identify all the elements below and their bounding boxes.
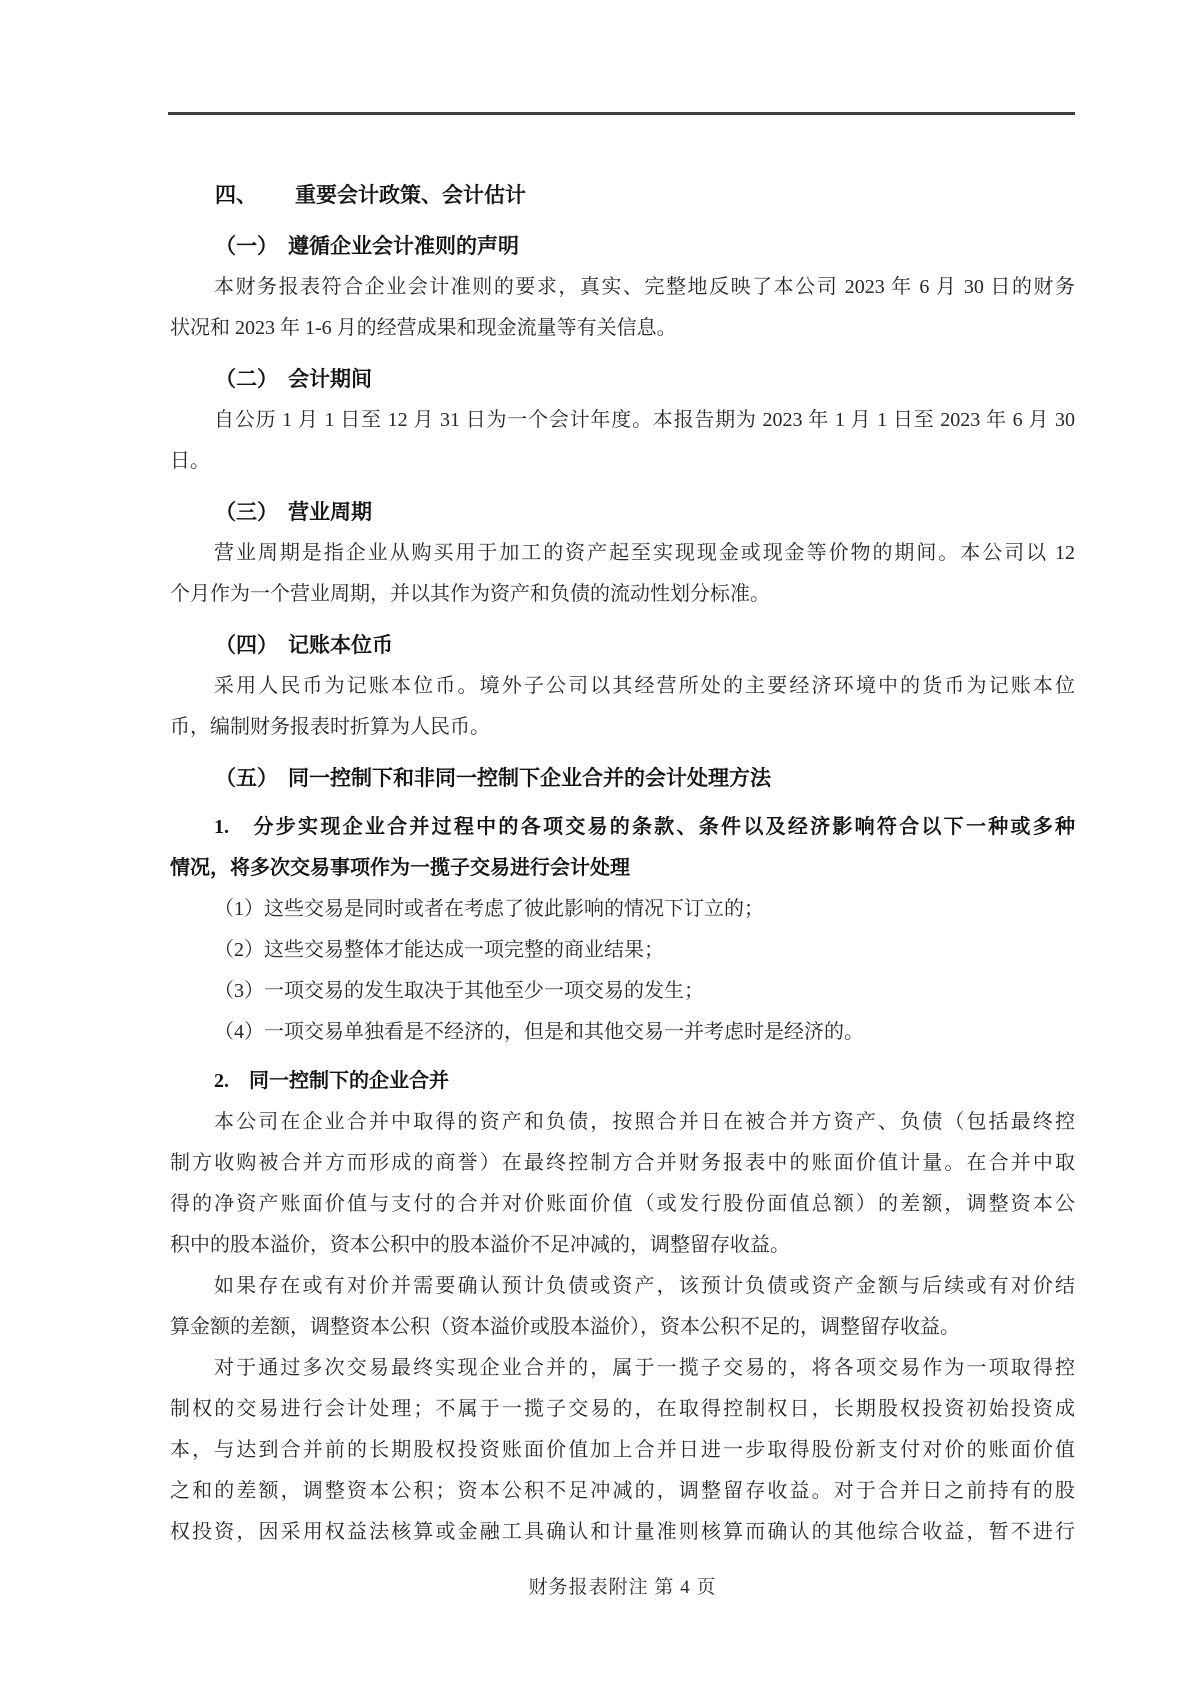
section-heading — [170, 359, 1075, 400]
paragraph — [170, 1266, 1075, 1348]
paragraph — [170, 930, 1075, 971]
text-line: 本，与达到合并前的长期股权投资账面价值加上合并日进一步取得股份新支付对价的账面价值 — [170, 1439, 1075, 1461]
text-line: 自公历 1 月 1 日至 12 月 31 日为一个会计年度。本报告期为 2023 年 1 月 1 日至 2023 年 6 月 30 — [214, 409, 1075, 431]
section-heading — [170, 175, 1075, 216]
heading-number: （五） — [215, 766, 278, 790]
paragraph — [170, 889, 1075, 930]
text-line: 制方收购被合并方而形成的商誉）在最终控制方合并财务报表中的账面价值计量。在合并中取 — [170, 1152, 1075, 1174]
heading-title: 重要会计政策、会计估计 — [295, 183, 526, 207]
text-line: 1. 分步实现企业合并过程中的各项交易的条款、条件以及经济影响符合以下一种或多种 — [214, 816, 1075, 838]
paragraph — [170, 971, 1075, 1012]
text-line: （4）一项交易单独看是不经济的，但是和其他交易一并考虑时是经济的。 — [214, 1021, 864, 1043]
text-line: 积中的股本溢价，资本公积中的股本溢价不足冲减的，调整留存收益。 — [170, 1234, 790, 1256]
text-line: （3）一项交易的发生取决于其他至少一项交易的发生； — [214, 980, 704, 1002]
paragraph — [170, 267, 1075, 349]
text-line: 算金额的差额，调整资本公积（资本溢价或股本溢价），资本公积不足的，调整留存收益。 — [170, 1316, 960, 1338]
heading-number: （三） — [215, 500, 278, 524]
page-footer — [170, 1568, 1075, 1608]
text-line: 日。 — [170, 450, 210, 472]
heading-title: 同一控制下和非同一控制下企业合并的会计处理方法 — [288, 766, 771, 790]
heading-number: （二） — [215, 367, 278, 391]
text-line: 个月作为一个营业周期，并以其作为资产和负债的流动性划分标准。 — [170, 583, 770, 605]
text-line: （1）这些交易是同时或者在考虑了彼此影响的情况下订立的； — [214, 898, 764, 920]
text-line: （2）这些交易整体才能达成一项完整的商业结果； — [214, 939, 664, 961]
text-line: 状况和 2023 年 1-6 月的经营成果和现金流量等有关信息。 — [170, 317, 677, 339]
text-line: 之和的差额，调整资本公积；资本公积不足冲减的，调整留存收益。对于合并日之前持有的股 — [170, 1480, 1075, 1502]
header-rule — [168, 112, 1075, 115]
heading-title: 会计期间 — [288, 367, 372, 391]
paragraph — [170, 666, 1075, 748]
paragraph — [170, 807, 1075, 889]
text-line: 本财务报表符合企业会计准则的要求，真实、完整地反映了本公司 2023 年 6 月 30 日的财务 — [214, 276, 1075, 298]
text-line: 营业周期是指企业从购买用于加工的资产起至实现现金或现金等价物的期间。本公司以 12 — [214, 542, 1075, 564]
text-line: 币，编制财务报表时折算为人民币。 — [170, 716, 490, 738]
heading-title: 记账本位币 — [288, 633, 393, 657]
text-line: 制权的交易进行会计处理；不属于一揽子交易的，在取得控制权日，长期股权投资初始投资成 — [170, 1398, 1075, 1420]
text-line: 权投资，因采用权益法核算或金融工具确认和计量准则核算而确认的其他综合收益，暂不进行 — [170, 1521, 1075, 1543]
heading-number: （四） — [215, 633, 278, 657]
paragraph — [170, 533, 1075, 615]
text-line: 情况，将多次交易事项作为一揽子交易进行会计处理 — [170, 857, 630, 879]
text-line: 本公司在企业合并中取得的资产和负债，按照合并日在被合并方资产、负债（包括最终控 — [214, 1111, 1075, 1133]
text-line: 采用人民币为记账本位币。境外子公司以其经营所处的主要经济环境中的货币为记账本位 — [214, 675, 1075, 697]
text-line: 如果存在或有对价并需要确认预计负债或资产，该预计负债或资产金额与后续或有对价结 — [214, 1275, 1075, 1297]
section-heading — [170, 226, 1075, 267]
paragraph — [170, 1102, 1075, 1266]
paragraph — [170, 400, 1075, 482]
text-line: 得的净资产账面价值与支付的合并对价账面价值（或发行股份面值总额）的差额，调整资本公 — [170, 1193, 1075, 1215]
text-line: 对于通过多次交易最终实现企业合并的，属于一揽子交易的，将各项交易作为一项取得控 — [214, 1357, 1075, 1379]
section-heading — [170, 758, 1075, 799]
paragraph — [170, 1012, 1075, 1053]
section-heading — [170, 625, 1075, 666]
heading-title: 营业周期 — [288, 500, 372, 524]
section-heading — [170, 492, 1075, 533]
heading-number: （一） — [215, 234, 278, 258]
document-content — [170, 175, 1075, 1553]
footer-page-label: 财务报表附注 第 4 页 — [528, 1577, 717, 1598]
paragraph — [170, 1061, 1075, 1102]
heading-title: 遵循企业会计准则的声明 — [288, 234, 519, 258]
text-line: 2. 同一控制下的企业合并 — [214, 1070, 449, 1092]
paragraph — [170, 1348, 1075, 1553]
heading-number: 四、 — [215, 183, 257, 207]
